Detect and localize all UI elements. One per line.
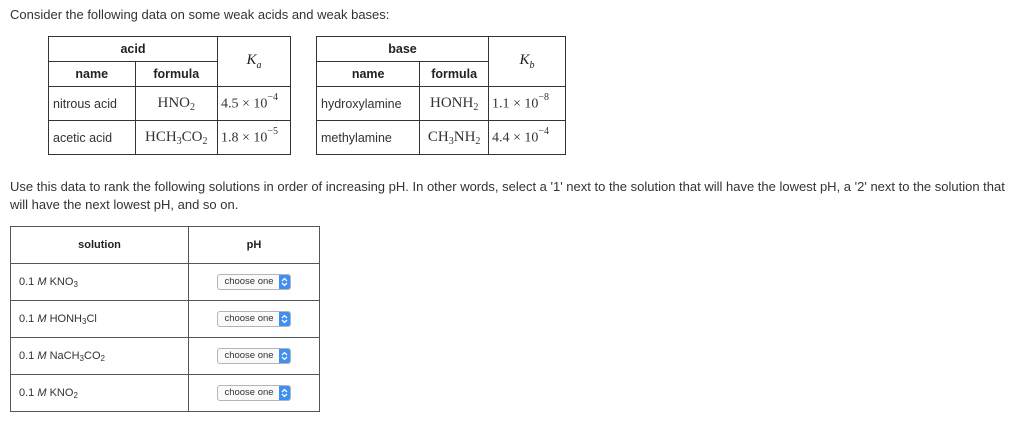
kb-symbol: K — [519, 52, 530, 68]
select-value: choose one — [224, 350, 274, 361]
solution-label: 0.1 M KNO3 — [11, 264, 189, 301]
ph-rank-select[interactable] — [217, 348, 290, 364]
select-value: choose one — [224, 387, 274, 398]
solution-row — [11, 301, 320, 338]
ka-subscript: a — [256, 60, 262, 71]
ph-col-header: pH — [189, 227, 320, 264]
instructions-text: Use this data to rank the following solutions in order of increasing pH. In other words, select a '1' next to the solution that will have the lowest pH, a '2' next to the solution that will have the next lowest pH, and so on. — [10, 179, 1005, 212]
acid-row — [49, 121, 291, 155]
acid-formula: $HCH_3CO_2$ — [135, 121, 217, 155]
ph-rank-select[interactable] — [217, 385, 290, 401]
acid-formula-col-header: formula — [135, 62, 217, 87]
solution-row — [11, 264, 320, 301]
solution-label: 0.1 M NaCH3CO2 — [11, 338, 189, 375]
ph-rank-select[interactable] — [217, 311, 290, 327]
acid-table — [48, 36, 291, 155]
acid-ka-value: $1.8 \times 10^{-5}$ — [218, 121, 291, 155]
solution-col-header: solution — [11, 227, 189, 264]
base-formula: $HONH_2$ — [420, 87, 489, 121]
base-kb-value: $1.1 \times 10^{-8}$ — [489, 87, 566, 121]
base-formula: $CH_3NH_2$ — [420, 121, 489, 155]
acid-group-header: acid — [49, 37, 218, 62]
acid-name: nitrous acid — [49, 87, 136, 121]
solution-label: 0.1 M KNO2 — [11, 375, 189, 412]
chevron-up-down-icon — [279, 312, 290, 326]
ka-header — [218, 37, 291, 87]
solution-label: 0.1 M HONH3Cl — [11, 301, 189, 338]
chevron-up-down-icon — [279, 349, 290, 363]
ph-rank-select[interactable] — [217, 274, 290, 290]
kb-header — [489, 37, 566, 87]
solution-row — [11, 338, 320, 375]
intro-text: Consider the following data on some weak acids and weak bases: — [10, 7, 390, 22]
chevron-up-down-icon — [279, 386, 290, 400]
acid-name-col-header: name — [49, 62, 136, 87]
kb-subscript: b — [529, 60, 535, 71]
base-table — [316, 36, 566, 155]
chevron-up-down-icon — [279, 275, 290, 289]
select-value: choose one — [224, 313, 274, 324]
select-value: choose one — [224, 276, 274, 287]
base-formula-col-header: formula — [420, 62, 489, 87]
base-name: methylamine — [317, 121, 420, 155]
ka-symbol: K — [246, 52, 257, 68]
base-row — [317, 121, 566, 155]
base-name: hydroxylamine — [317, 87, 420, 121]
acid-ka-value: $4.5 \times 10^{-4}$ — [218, 87, 291, 121]
acid-formula: $HNO_2$ — [135, 87, 217, 121]
solution-row — [11, 375, 320, 412]
base-name-col-header: name — [317, 62, 420, 87]
ranking-table — [10, 226, 320, 412]
base-row — [317, 87, 566, 121]
base-kb-value: $4.4 \times 10^{-4}$ — [489, 121, 566, 155]
base-group-header: base — [317, 37, 489, 62]
acid-name: acetic acid — [49, 121, 136, 155]
acid-row — [49, 87, 291, 121]
